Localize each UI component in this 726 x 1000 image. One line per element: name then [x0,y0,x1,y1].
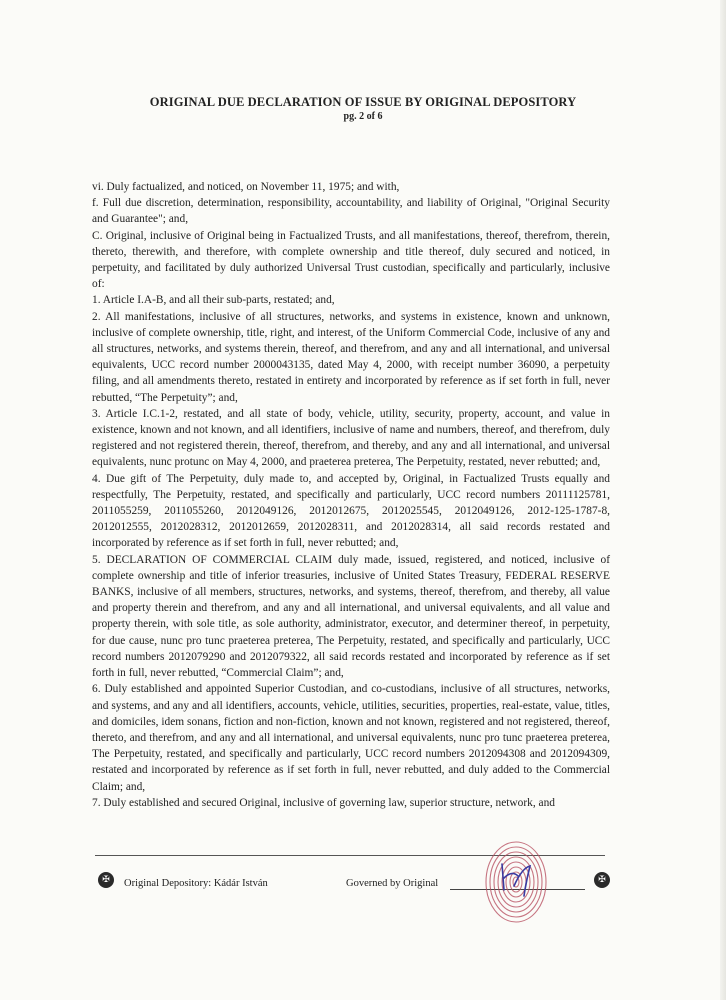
paragraph-vi: vi. Duly factualized, and noticed, on November 11, 1975; and with, [92,181,400,193]
logo-icon: ✠ [98,872,114,888]
paragraph-c: C. Original, inclusive of Original being in Factualized Trusts, and all manifestations, thereof, therefrom, therein, thereto, therewith, and therefore, with complete ownership and title thereof, duly secured and noticed, in perpetuity, and facilitated by duly authorized Universal Trust custodian, specifically and particularly, inclusive of: [92,229,610,291]
page-header [0,95,726,123]
paragraph-6: 6. Duly established and appointed Superior Custodian, and co-custodians, inclusive of all structures, networks, and systems, and any and all identifiers, accounts, vehicle, utilities, securities, properties, real-estate, value, titles, and domiciles, idem sonans, fiction and non-fiction, known and not known, registered and not registered, thereof, thereto, and therefrom, and any and all international, and universal equivalents, nunc pro tunc praeterea preterea, The Perpetuity, restated, and specifically and particularly, UCC record numbers 2012094308 and 2012094309, restated and incorporated by reference as if set forth in full, never rebutted, and duly added to the Commercial Claim; and, [92,683,610,793]
governed-label: Governed by Original [346,878,439,889]
paragraph-5: 5. DECLARATION OF COMMERCIAL CLAIM duly made, issued, registered, and noticed, inclusive of complete ownership and title of inferior treasuries, inclusive of United States Treasury, FEDERAL RESERVE BANKS, inclusive of all members, structures, networks, and systems, thereof, therefrom, and thereby, all value and property therein and therefrom, and any and all international, and universal equivalents, and all value and property therein, with sole title, as sole authority, administrator, executor, and determiner thereof, in perpetuity, for due cause, nunc pro tunc praeterea preterea, The Perpetuity, restated, and specifically and particularly, UCC record numbers 2012079290 and 2012079322, all said records restated and incorporated by reference as if set forth in full, never rebutted, “Commercial Claim”; and, [92,553,610,680]
depositor-label: Original Depository: Kádár István [124,878,268,889]
thumbprint-icon [482,838,550,924]
document-title: ORIGINAL DUE DECLARATION OF ISSUE BY ORIGINAL DEPOSITORY [149,95,577,109]
document-body [92,179,610,811]
paragraph-1: 1. Article I.A-B, and all their sub-parts, restated; and, [92,294,335,307]
paragraph-7: 7. Duly established and secured Original, inclusive of governing law, superior structure, network, and [92,796,555,809]
paragraph-2: 2. All manifestations, inclusive of all structures, networks, and systems in existence, known and unknown, inclusive of complete ownership, title, right, and interest, of the Uniform Commercial Code, inclusive of any and all structures, networks, and systems therein, thereof, and therefrom, and any and all international, and universal equivalents, UCC record number 2000043135, dated May 4, 2000, with receipt number 36090, a perpetuity filing, and all amendments thereto, restated in entirety and incorporated by reference as if set forth in full, never rebutted, “The Perpetuity”; and, [92,310,610,404]
paragraph-4: 4. Due gift of The Perpetuity, duly made to, and accepted by, Original, in Factualized Trusts equally and respectfully, The Perpetuity, restated, and specifically and particularly, UCC record numbers 20111125781, 2011055259, 2011055260, 2012049126, 2012012675, 2012025545, 2012049126, 2012-125-1787-8, 2012012555, 2012028312, 2012012659, 2012028311, and 2012028314, all said records restated and incorporated by reference as if set forth in full, never rebutted; and, [92,472,610,550]
page-edge [720,0,726,1000]
paragraph-f: f. Full due discretion, determination, responsibility, accountability, and liability of Original, "Original Security and Guarantee"; and, [92,197,610,226]
page-number: pg. 2 of 6 [343,111,383,122]
paragraph-3: 3. Article I.C.1-2, restated, and all state of body, vehicle, utility, security, property, account, and value in existence, known and not known, and all identifiers, inclusive of name and numbers, thereof, and therefrom, duly registered and not registered therein, thereof, therefrom, and thereby, and any and all international, and universal equivalents, nunc protunc on May 4, 2000, and praeterea preterea, The Perpetuity, restated, never rebutted; and, [92,407,610,469]
logo-icon: ✠ [594,872,610,888]
